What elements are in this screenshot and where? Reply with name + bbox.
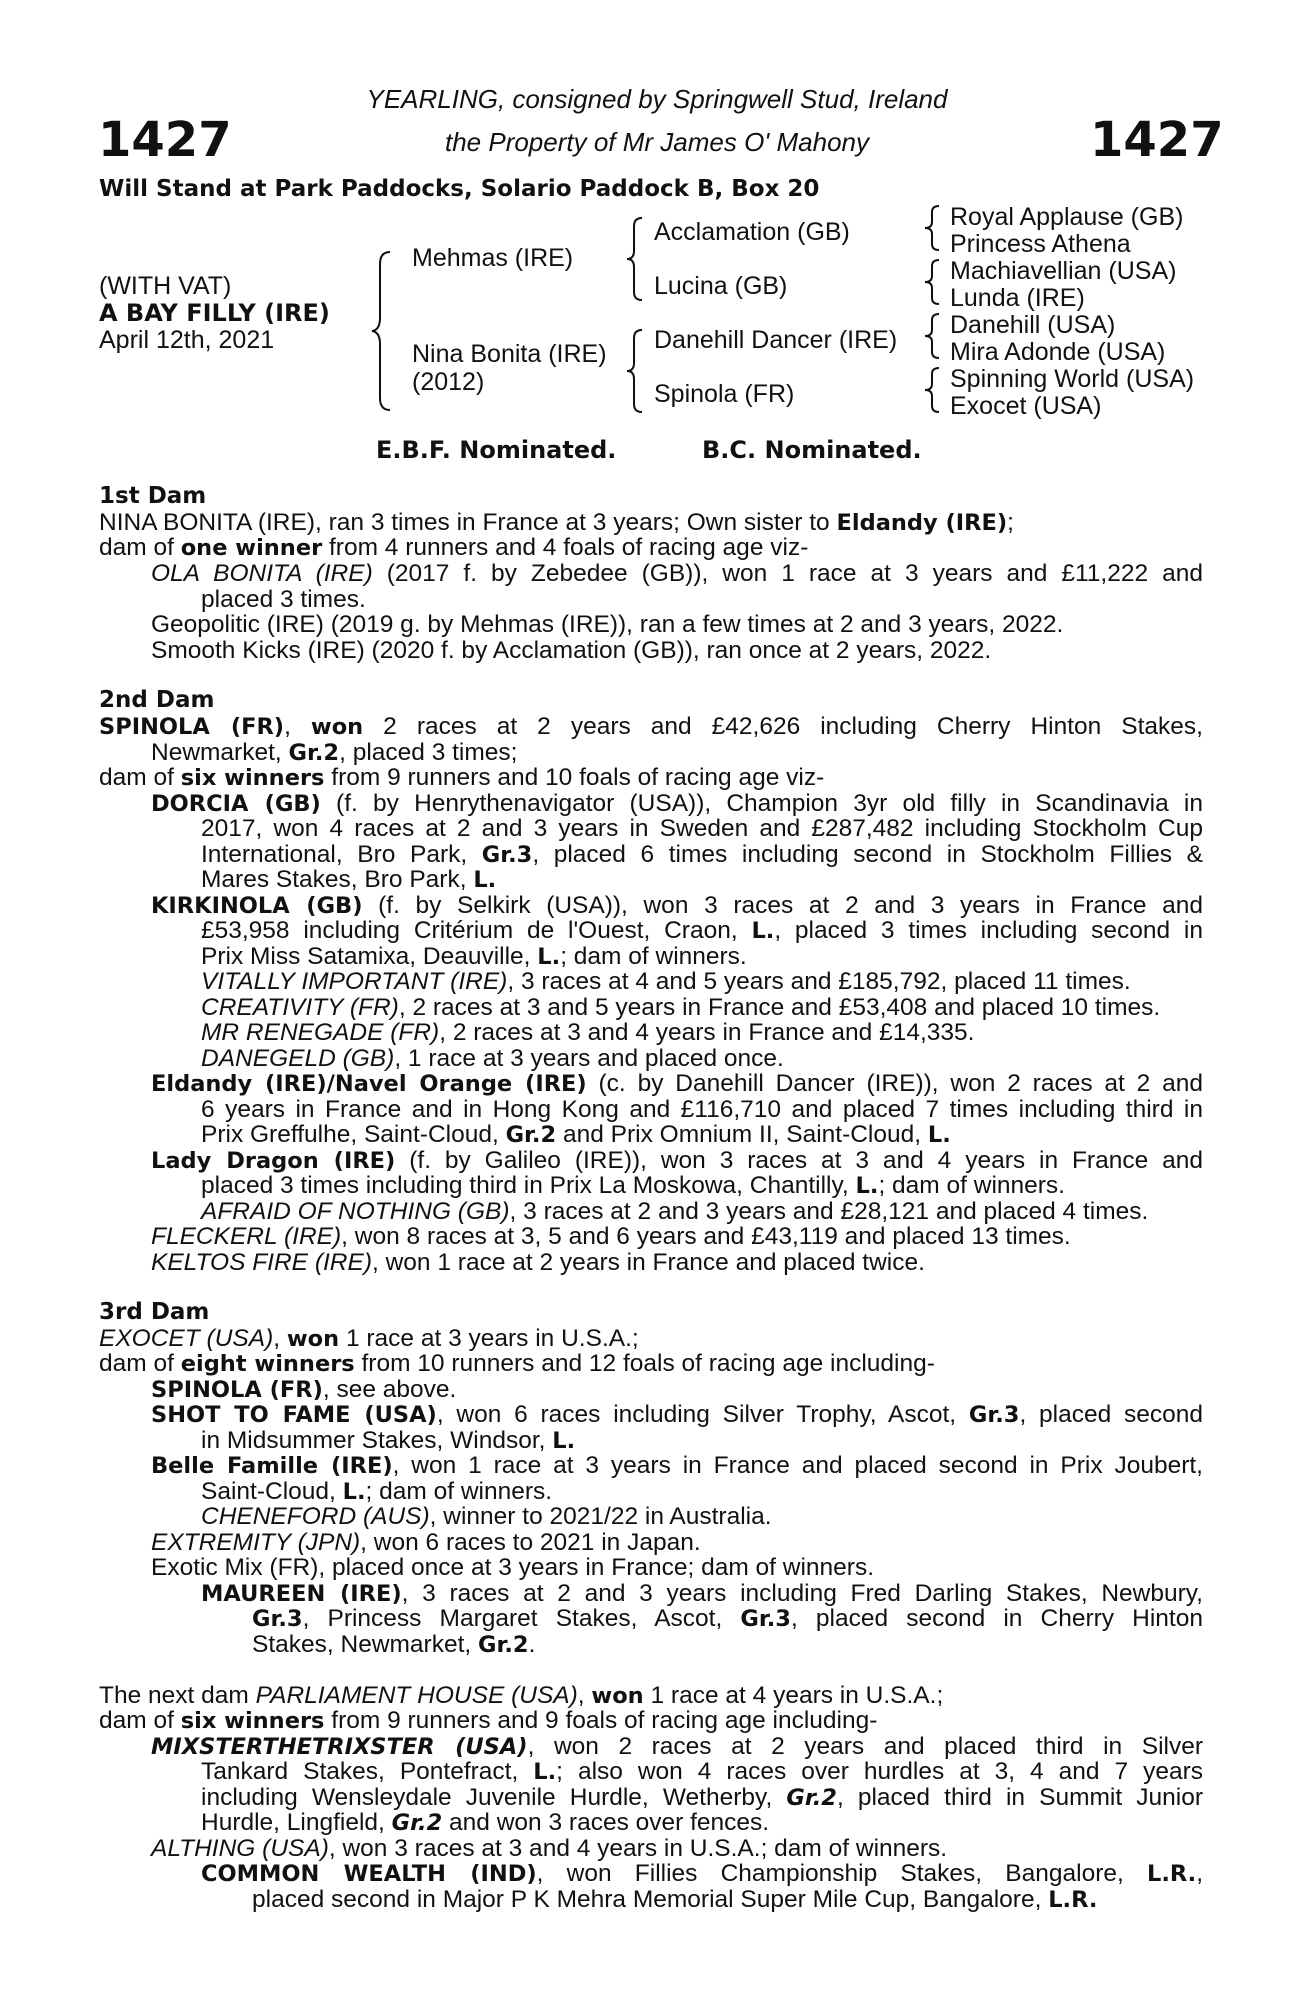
ebf-nomination: E.B.F. Nominated. bbox=[376, 436, 617, 464]
first-dam-heading: 1st Dam bbox=[99, 483, 207, 509]
pedigree-brace-main bbox=[368, 250, 398, 412]
keltos-fire: KELTOS FIRE (IRE), won 1 race at 2 years in France and placed twice. bbox=[151, 1249, 925, 1276]
consignor-line: YEARLING, consigned by Springwell Stud, Ireland bbox=[366, 84, 948, 114]
common-wealth-line-1: COMMON WEALTH (IND), won Fillies Championship Stakes, Bangalore, L.R., bbox=[201, 1860, 1203, 1887]
maureen-line-1: MAUREEN (IRE), 3 races at 2 and 3 years including Fred Darling Stakes, Newbury, bbox=[201, 1580, 1203, 1607]
pedigree-gg8: Exocet (USA) bbox=[950, 392, 1102, 420]
kirkinola-line-2: £53,958 including Critérium de l'Ouest, Craon, L., placed 3 times including second in bbox=[201, 917, 1203, 944]
pedigree-brace-dam bbox=[624, 328, 648, 414]
second-dam-heading: 2nd Dam bbox=[99, 687, 215, 713]
pedigree-gg6: Mira Adonde (USA) bbox=[950, 338, 1166, 366]
pedigree-sire-sire: Acclamation (GB) bbox=[654, 218, 850, 246]
first-dam-produce-2: Geopolitic (IRE) (2019 g. by Mehmas (IRE)), ran a few times at 2 and 3 years, 2022. bbox=[151, 611, 1064, 638]
first-dam-produce-1-cont: placed 3 times. bbox=[201, 586, 366, 613]
shot-to-fame-line-2: in Midsummer Stakes, Windsor, L. bbox=[201, 1427, 576, 1454]
pedigree-gg7: Spinning World (USA) bbox=[950, 365, 1195, 393]
pedigree-brace-sire bbox=[624, 216, 648, 302]
creativity: CREATIVITY (FR), 2 races at 3 and 5 years in France and £53,408 and placed 10 times. bbox=[201, 994, 1161, 1021]
pedigree-gg3: Machiavellian (USA) bbox=[950, 257, 1177, 285]
eldandy-line-2: 6 years in France and in Hong Kong and £116,710 and placed 7 times including third in bbox=[201, 1096, 1203, 1123]
pedigree-dam-year: (2012) bbox=[412, 368, 485, 396]
extremity: EXTREMITY (JPN), won 6 races to 2021 in Japan. bbox=[151, 1529, 701, 1556]
foaling-date: April 12th, 2021 bbox=[99, 326, 275, 354]
next-dam-line-1: The next dam PARLIAMENT HOUSE (USA), won 1 race at 4 years in U.S.A.; bbox=[99, 1682, 944, 1709]
belle-famille-line-1: Belle Famille (IRE), won 1 race at 3 years in France and placed second in Prix Joubert, bbox=[151, 1452, 1203, 1479]
pedigree-brace-g1 bbox=[922, 204, 946, 252]
third-dam-heading: 3rd Dam bbox=[99, 1299, 210, 1325]
mixster-line-2: Tankard Stakes, Pontefract, L.; also won 4 races over hurdles at 3, 4 and 7 years bbox=[201, 1758, 1203, 1785]
first-dam-produce-3: Smooth Kicks (IRE) (2020 f. by Acclamation (GB)), ran once at 2 years, 2022. bbox=[151, 637, 992, 664]
stand-location: Will Stand at Park Paddocks, Solario Paddock B, Box 20 bbox=[99, 176, 820, 202]
second-dam-line-3: dam of six winners from 9 runners and 10 foals of racing age viz- bbox=[99, 764, 825, 791]
third-dam-line-2: dam of eight winners from 10 runners and 12 foals of racing age including- bbox=[99, 1350, 935, 1377]
belle-famille-line-2: Saint-Cloud, L.; dam of winners. bbox=[201, 1478, 553, 1505]
pedigree-gg1: Royal Applause (GB) bbox=[950, 203, 1184, 231]
eldandy-line-1: Eldandy (IRE)/Navel Orange (IRE) (c. by Danehill Dancer (IRE)), won 2 races at 2 and bbox=[151, 1070, 1204, 1097]
mixster-line-1: MIXSTERTHETRIXSTER (USA), won 2 races at 2 years and placed third in Silver bbox=[151, 1733, 1203, 1760]
althing: ALTHING (USA), won 3 races at 3 and 4 years in U.S.A.; dam of winners. bbox=[151, 1835, 948, 1862]
pedigree-sire-dam: Lucina (GB) bbox=[654, 272, 788, 300]
lot-number-left: 1427 bbox=[98, 112, 232, 168]
pedigree-gg4: Lunda (IRE) bbox=[950, 284, 1085, 312]
third-dam-line-1: EXOCET (USA), won 1 race at 3 years in U.S.A.; bbox=[99, 1325, 639, 1352]
pedigree-brace-g4 bbox=[922, 366, 946, 414]
pedigree-dam-sire: Danehill Dancer (IRE) bbox=[654, 326, 898, 354]
pedigree-gg5: Danehill (USA) bbox=[950, 311, 1116, 339]
lady-dragon-line-2: placed 3 times including third in Prix La Moskowa, Chantilly, L.; dam of winners. bbox=[201, 1172, 1065, 1199]
eldandy-line-3: Prix Greffulhe, Saint-Cloud, Gr.2 and Prix Omnium II, Saint-Cloud, L. bbox=[201, 1121, 951, 1148]
second-dam-line-2: Newmarket, Gr.2, placed 3 times; bbox=[151, 739, 518, 766]
horse-name: A BAY FILLY (IRE) bbox=[99, 299, 330, 327]
property-line: the Property of Mr James O' Mahony bbox=[444, 127, 869, 157]
vat-note: (WITH VAT) bbox=[99, 272, 232, 300]
lot-number-right: 1427 bbox=[1090, 112, 1224, 168]
dorcia-line-1: DORCIA (GB) (f. by Henrythenavigator (USA)), Champion 3yr old filly in Scandinavia in bbox=[151, 790, 1203, 817]
shot-to-fame-line-1: SHOT TO FAME (USA), won 6 races including Silver Trophy, Ascot, Gr.3, placed second bbox=[151, 1401, 1203, 1428]
mixster-line-4: Hurdle, Lingfield, Gr.2 and won 3 races over fences. bbox=[201, 1809, 770, 1836]
dorcia-line-3: International, Bro Park, Gr.3, placed 6 times including second in Stockholm Fillies & bbox=[201, 841, 1203, 868]
exotic-mix: Exotic Mix (FR), placed once at 3 years in France; dam of winners. bbox=[151, 1554, 875, 1581]
dorcia-line-4: Mares Stakes, Bro Park, L. bbox=[201, 866, 497, 893]
cheneford: CHENEFORD (AUS), winner to 2021/22 in Australia. bbox=[201, 1503, 772, 1530]
pedigree-gg2: Princess Athena bbox=[950, 230, 1131, 258]
common-wealth-line-2: placed second in Major P K Mehra Memorial Super Mile Cup, Bangalore, L.R. bbox=[252, 1886, 1098, 1913]
pedigree-sire: Mehmas (IRE) bbox=[412, 244, 574, 272]
afraid-of-nothing: AFRAID OF NOTHING (GB), 3 races at 2 and 3 years and £28,121 and placed 4 times. bbox=[201, 1198, 1149, 1225]
spinola-ref: SPINOLA (FR), see above. bbox=[151, 1376, 457, 1403]
kirkinola-line-3: Prix Miss Satamixa, Deauville, L.; dam of winners. bbox=[201, 943, 747, 970]
pedigree-brace-g2 bbox=[922, 258, 946, 306]
bc-nomination: B.C. Nominated. bbox=[702, 436, 922, 464]
first-dam-line-1: NINA BONITA (IRE), ran 3 times in France at 3 years; Own sister to Eldandy (IRE); bbox=[99, 509, 1014, 536]
pedigree-dam: Nina Bonita (IRE) bbox=[412, 340, 607, 368]
kirkinola-line-1: KIRKINOLA (GB) (f. by Selkirk (USA)), won 3 races at 2 and 3 years in France and bbox=[151, 892, 1203, 919]
mixster-line-3: including Wensleydale Juvenile Hurdle, Wetherby, Gr.2, placed third in Summit Junior bbox=[201, 1784, 1204, 1811]
maureen-line-3: Stakes, Newmarket, Gr.2. bbox=[252, 1631, 536, 1658]
second-dam-line-1: SPINOLA (FR), won 2 races at 2 years and £42,626 including Cherry Hinton Stakes, bbox=[99, 713, 1203, 740]
pedigree-brace-g3 bbox=[922, 312, 946, 360]
next-dam-line-2: dam of six winners from 9 runners and 9 foals of racing age including- bbox=[99, 1707, 878, 1734]
lady-dragon-line-1: Lady Dragon (IRE) (f. by Galileo (IRE)), won 3 races at 3 and 4 years in France and bbox=[151, 1147, 1203, 1174]
first-dam-produce-1: OLA BONITA (IRE) (2017 f. by Zebedee (GB)), won 1 race at 3 years and £11,222 and bbox=[151, 560, 1203, 587]
fleckerl: FLECKERL (IRE), won 8 races at 3, 5 and 6 years and £43,119 and placed 13 times. bbox=[151, 1223, 1071, 1250]
dorcia-line-2: 2017, won 4 races at 2 and 3 years in Sweden and £287,482 including Stockholm Cup bbox=[201, 815, 1203, 842]
mr-renegade: MR RENEGADE (FR), 2 races at 3 and 4 years in France and £14,335. bbox=[201, 1019, 975, 1046]
first-dam-line-2: dam of one winner from 4 runners and 4 foals of racing age viz- bbox=[99, 534, 809, 561]
vitally-important: VITALLY IMPORTANT (IRE), 3 races at 4 and 5 years and £185,792, placed 11 times. bbox=[201, 968, 1131, 995]
maureen-line-2: Gr.3, Princess Margaret Stakes, Ascot, Gr.3, placed second in Cherry Hinton bbox=[252, 1605, 1203, 1632]
pedigree-dam-dam: Spinola (FR) bbox=[654, 380, 795, 408]
danegeld: DANEGELD (GB), 1 race at 3 years and placed once. bbox=[201, 1045, 784, 1072]
